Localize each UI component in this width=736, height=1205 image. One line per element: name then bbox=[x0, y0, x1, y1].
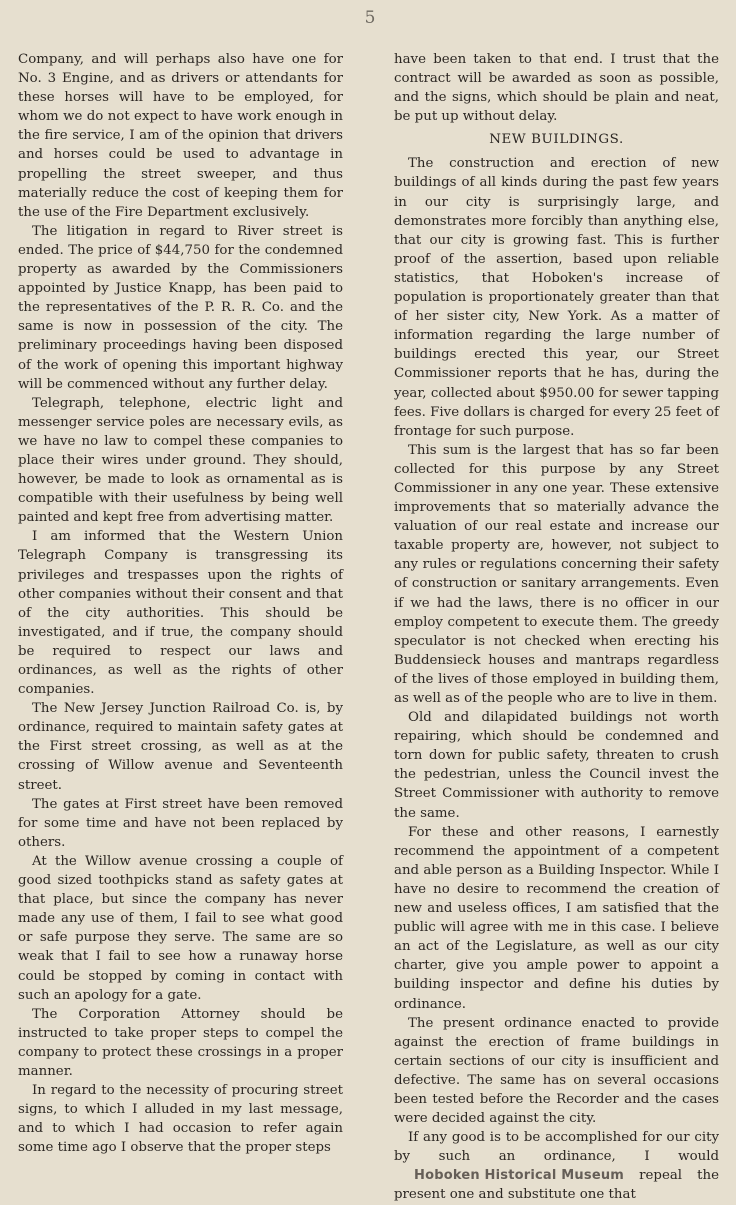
paragraph-railroad-gates: The New Jersey Junction Railroad Co. is, by ordinance, required to maintain safety gates at the First street crossing, as well as at the crossing of Willow avenue and Seventeenth street. bbox=[18, 701, 343, 793]
paragraph-corporation-attorney: The Corporation Attorney should be instructed to take proper steps to compel the company to protect these crossings in a proper manner. bbox=[18, 1006, 343, 1079]
paragraph-fire-department: Company, and will perhaps also have one for No. 3 Engine, and as drivers or attendants for these horses will have to be employed, for whom we do not expect to have work enough in the fire service, I am of the opinion that drivers and horses could be used to advantage in propelling the street sweeper, and thus materially reduce the cost of keeping them for the use of the Fire Department exclusively. bbox=[18, 52, 343, 220]
paragraph-first-street-gates: The gates at First street have been removed for some time and have not been replaced by others. bbox=[18, 796, 343, 850]
paragraph-dilapidated-buildings: Old and dilapidated buildings not worth repairing, which should be condemned and torn down for public safety, threaten to crush the pedestrian, unless the Council invest the Street Commissioner with authority to remove the same. bbox=[394, 710, 719, 821]
paragraph-closing bbox=[394, 1128, 719, 1204]
paragraph-telegraph-poles: Telegraph, telephone, electric light and messenger service poles are necessary evils, as we have no law to compel these companies to place their wires under ground. They should, however, be made to look as ornamental as is compatible with their usefulness by being well painted and kept free from advertising matter. bbox=[18, 395, 343, 526]
paragraph-building-inspector: For these and other reasons, I earnestly recommend the appointment of a competent and able person as a Building Inspector. While I have no desire to recommend the creation of new and useless offices, I am satisfied that the public will agree with me in this case. I believe an act of the Legislature, as well as our city charter, give you ample power to appoint a building inspector and define his duties by ordinance. bbox=[394, 824, 719, 1012]
right-column bbox=[394, 50, 719, 1205]
paragraph-western-union: I am informed that the Western Union Telegraph Company is transgressing its privileges and trespasses upon the rights of other companies without their consent and that of the city authorities. This should be investigated, and if true, the company should be required to respect our laws and ordinances, as well as the rights of other companies. bbox=[18, 529, 343, 698]
closing-end: repeal the present one and substitute one that bbox=[394, 1168, 719, 1203]
paragraph-river-street: The litigation in regard to River street is ended. The price of $44,750 for the condemned property as awarded by the Commissioners appointed by Justice Knapp, has been paid to the representatives of the P. R. R. Co. and the same is now in possession of the city. The preliminary proceedings having been disposed of the work of opening this important highway will be commenced without any further delay. bbox=[18, 223, 343, 392]
paragraph-street-signs: In regard to the necessity of procuring street signs, to which I alluded in my last message, and to which I had occasion to refer again some time ago I observe that the proper steps bbox=[18, 1083, 343, 1156]
paragraph-sewer-fees: This sum is the largest that has so far been collected for this purpose by any Street Commissioner in any one year. These extensive improvements that so materially advance the valuation of our real estate and increase our taxable property are, however, not subject to any rules or regulations concerning their safety of construction or sanitary arrangements. Even if we had the laws, there is no officer in our employ competent to execute them. The greedy speculator is not checked when erecting his Buddensieck houses and mantraps regardless of the lives of those employed in building them, as well as of the people who are to live in them. bbox=[394, 442, 719, 706]
museum-watermark: Hoboken Historical Museum bbox=[414, 1168, 625, 1184]
paragraph-construction: The construction and erection of new buildings of all kinds during the past few years in our city is surprisingly large, and demonstrates more forcibly than anything else, that our city is growing fast. This is further proof of the assertion, based upon reliable statistics, that Hoboken's increase of population is proportionately greater than that of her sister city, New York. As a matter of information regarding the large number of buildings erected this year, our Street Commissioner reports that he has, during the year, collected about $950.00 for sewer tapping fees. Five dollars is charged for every 25 feet of frontage for such purpose. bbox=[394, 156, 719, 439]
paragraph-signs-continuation: have been taken to that end. I trust that the contract will be awarded as soon as possible, and the signs, which should be plain and neat, be put up without delay. bbox=[394, 52, 719, 125]
paragraph-present-ordinance: The present ordinance enacted to provide against the erection of frame buildings in certain sections of our city is insufficient and defective. The same has on several occasions been tested before the Recorder and the cases were decided against the city. bbox=[394, 1015, 719, 1127]
paragraph-willow-avenue: At the Willow avenue crossing a couple of good sized toothpicks stand as safety gates at that place, but since the company has never made any use of them, I fail to see what good or safe purpose they serve. The same are so weak that I fail to see how a runaway horse could be stopped by coming in contact with such an apology for a gate. bbox=[18, 853, 343, 1003]
left-column bbox=[18, 50, 343, 1157]
closing-start: If any good is to be accomplished for our city by such an ordinance, I would bbox=[394, 1130, 719, 1165]
page-number: 5 bbox=[364, 8, 376, 28]
section-heading-new-buildings: NEW BUILDINGS. bbox=[489, 132, 624, 148]
